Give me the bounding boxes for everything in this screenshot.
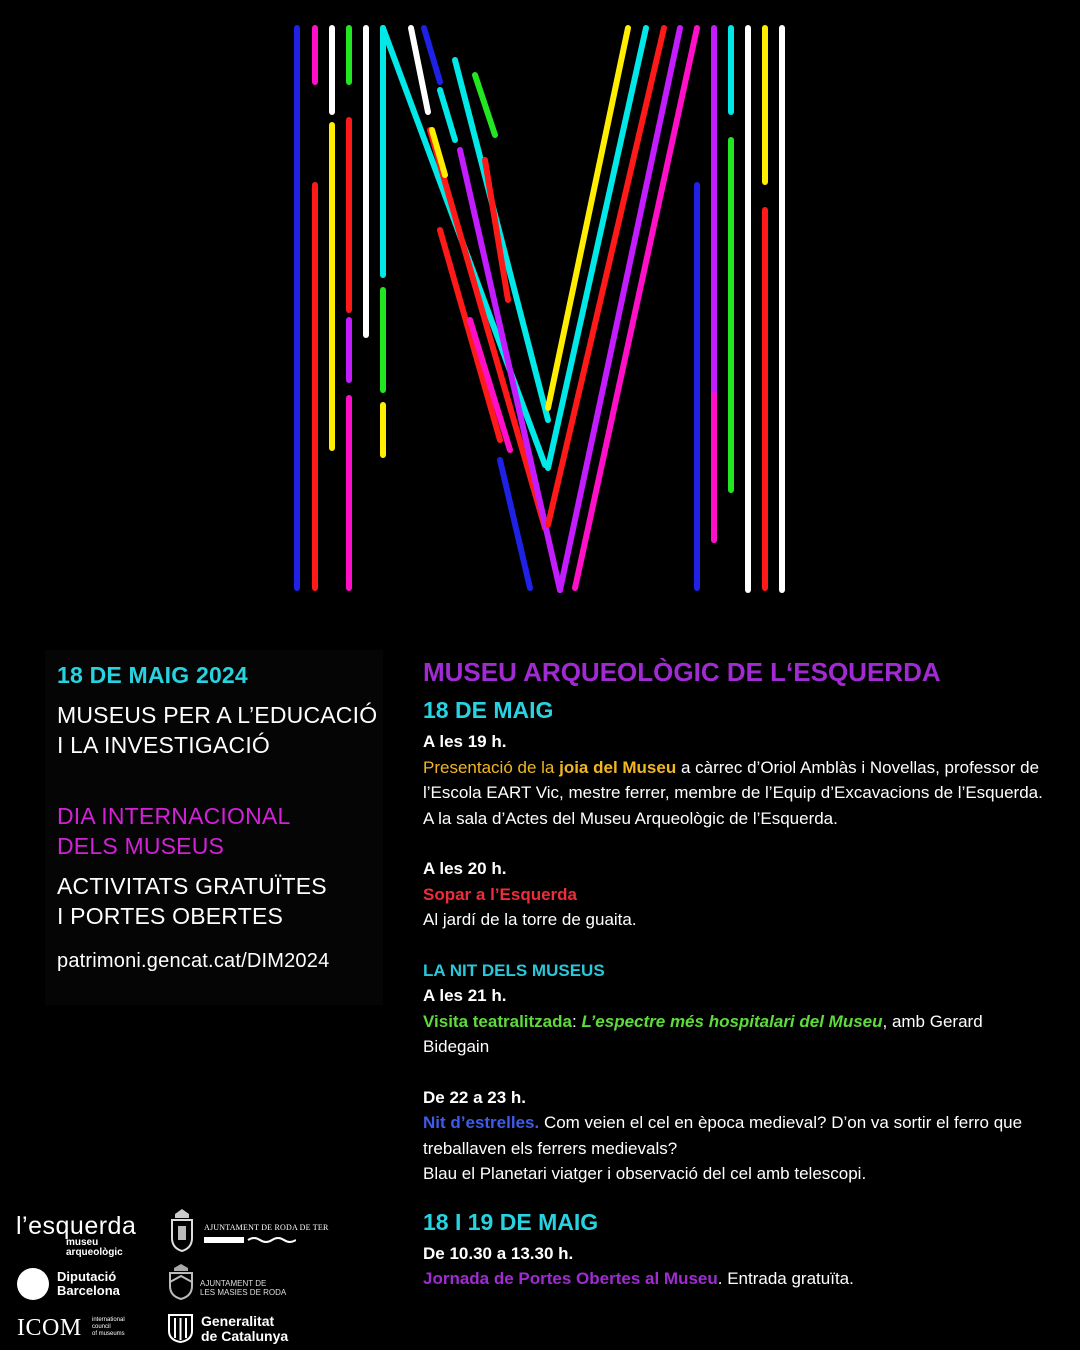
- esquerda-logo-subtitle: [66, 1238, 123, 1258]
- masies-de-roda-logo-text: [200, 1279, 286, 1297]
- ev3-rest: , amb Gerard Bidegain: [423, 1011, 983, 1056]
- masies-line-1: AJUNTAMENT DE: [200, 1279, 267, 1288]
- masies-de-roda-shield-icon: [167, 1264, 195, 1300]
- ev4-description: [423, 1110, 1053, 1161]
- roda-de-ter-wave-icon: [204, 1236, 296, 1244]
- museum-title: MUSEU ARQUEOLÒGIC DE L‘ESQUERDA: [423, 657, 941, 687]
- website-link[interactable]: patrimoni.gencat.cat/DIM2024: [57, 950, 330, 972]
- icom-logo-text: ICOM: [17, 1315, 82, 1341]
- ev3-title: L’espectre més hospitalari del Museu: [581, 1011, 883, 1031]
- day2-name: Jornada de Portes Obertes al Museu: [423, 1269, 718, 1288]
- ev3-colon: :: [571, 1011, 582, 1031]
- activities-line-2: I PORTES OBERTES: [57, 903, 284, 929]
- day2-time: De 10.30 a 13.30 h.: [423, 1243, 574, 1263]
- theme-line-1: MUSEUS PER A L’EDUCACIÓ: [57, 702, 378, 728]
- esquerda-sub-2: arqueològic: [66, 1247, 123, 1258]
- ev3-time: A les 21 h.: [423, 986, 507, 1005]
- day1-date: 18 DE MAIG: [423, 697, 554, 723]
- roda-de-ter-logo-text: AJUNTAMENT DE RODA DE TER: [204, 1223, 329, 1232]
- theme-line-2: I LA INVESTIGACIÓ: [57, 732, 271, 758]
- event-date: 18 DE MAIG 2024: [57, 662, 248, 688]
- day2-description: [423, 1266, 1053, 1292]
- ev1-highlight: joia del Museu: [559, 757, 677, 777]
- diputacio-emblem-icon: [17, 1268, 49, 1300]
- diputacio-line-2: Barcelona: [57, 1283, 120, 1298]
- ev4-extra: Blau el Planetari viatger i observació del cel amb telescopi.: [423, 1164, 867, 1183]
- ev2-time: A les 20 h.: [423, 859, 507, 878]
- masies-line-2: LES MASIES DE RODA: [200, 1288, 287, 1297]
- hero-letter-m-graphic: [170, 0, 910, 615]
- activities-line-1: ACTIVITATS GRATUÏTES: [57, 873, 327, 899]
- ev3-description: [423, 1009, 1053, 1060]
- neon-stripe: [500, 460, 530, 588]
- icom-sub-1: international: [92, 1317, 125, 1323]
- ev3-name: Visita teatralitzada: [423, 1011, 572, 1031]
- ev1-pre: Presentació de la: [423, 757, 560, 777]
- neon-stripe: [575, 28, 697, 588]
- day2-date: 18 I 19 DE MAIG: [423, 1208, 599, 1235]
- ev1-description: [423, 755, 1053, 806]
- generalitat-line-1: Generalitat: [201, 1313, 275, 1329]
- icom-sub-2: council: [92, 1324, 111, 1330]
- esquerda-logo-text: l’esquerda: [16, 1212, 137, 1240]
- esquerda-sub-1: museu: [66, 1237, 99, 1248]
- neon-stripe: [424, 28, 440, 82]
- icom-sub-3: of museums: [92, 1331, 125, 1337]
- ev2-place: Al jardí de la torre de guaita.: [423, 910, 637, 929]
- ev4-rest: Com veien el cel en època medieval? D’on va sortir el ferro que treballaven els ferrers medievals?: [423, 1113, 1023, 1158]
- ev1-time: A les 19 h.: [423, 732, 507, 751]
- generalitat-emblem-icon: [167, 1313, 194, 1343]
- ev4-time: De 22 a 23 h.: [423, 1087, 527, 1107]
- neon-stripe: [475, 75, 495, 135]
- neon-stripe: [460, 150, 560, 590]
- neon-stripe: [455, 60, 548, 420]
- day2-rest: . Entrada gratuïta.: [717, 1269, 854, 1288]
- ev2-name: Sopar a l’Esquerda: [423, 884, 577, 904]
- event-name-line-2: DELS MUSEUS: [57, 833, 225, 859]
- ev1-place: A la sala d’Actes del Museu Arqueològic de l’Esquerda.: [423, 808, 838, 828]
- event-name-line-1: DIA INTERNACIONAL: [57, 803, 291, 829]
- generalitat-line-2: de Catalunya: [201, 1328, 289, 1344]
- diputacio-line-1: Diputació: [57, 1269, 117, 1284]
- neon-stripe: [560, 28, 680, 590]
- ev4-name: Nit d’estrelles.: [423, 1113, 540, 1132]
- generalitat-logo-text: [201, 1314, 288, 1344]
- night-heading: LA NIT DELS MUSEUS: [423, 960, 605, 980]
- diputacio-logo-text: [57, 1270, 120, 1298]
- neon-stripe: [440, 90, 455, 140]
- icom-logo-subtitle: [92, 1317, 125, 1338]
- program-column: [423, 656, 1053, 1292]
- roda-de-ter-shield-icon: [167, 1208, 197, 1252]
- ev1-rest: a càrrec d’Oriol Amblàs i Novellas, professor de l’Escola EART Vic, mestre ferrer, membre de l’Equip d’Excavacions de l’Esquerda.: [423, 757, 1043, 802]
